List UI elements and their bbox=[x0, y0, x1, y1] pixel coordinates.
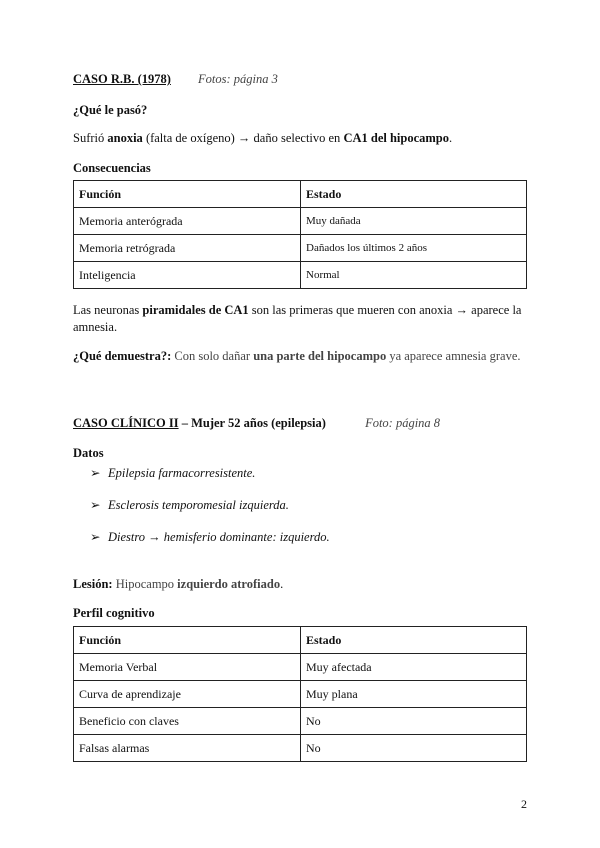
cell: Falsas alarmas bbox=[74, 735, 301, 762]
cell: Memoria anterógrada bbox=[74, 208, 301, 235]
consequences-label: Consecuencias bbox=[73, 161, 151, 175]
atrofiado-term: izquierdo atrofiado bbox=[177, 577, 281, 591]
header-estado: Estado bbox=[301, 181, 527, 208]
text: (falta de oxígeno) → daño selectivo en bbox=[142, 131, 344, 145]
cell: Memoria retrógrada bbox=[74, 235, 301, 262]
case2-heading bbox=[73, 416, 440, 431]
list-item bbox=[90, 465, 330, 497]
profile-label: Perfil cognitivo bbox=[73, 606, 155, 620]
cell: Curva de aprendizaje bbox=[74, 681, 301, 708]
bullet-text: Diestro → hemisferio dominante: izquierdo. bbox=[108, 530, 330, 544]
cell: Inteligencia bbox=[74, 262, 301, 289]
neurons-paragraph bbox=[73, 302, 527, 336]
text: . bbox=[280, 577, 284, 591]
text: amnesia. bbox=[73, 320, 118, 334]
table-row bbox=[74, 681, 527, 708]
ca1-term: CA1 del hipocampo bbox=[343, 131, 450, 145]
case2-title: CASO CLÍNICO II bbox=[73, 416, 179, 430]
shows-label: ¿Qué demuestra?: bbox=[73, 349, 172, 363]
header-funcion: Función bbox=[74, 627, 301, 654]
arrow-bullet-icon: ➢ bbox=[90, 530, 101, 544]
list-item bbox=[90, 529, 330, 561]
bullet-text: Esclerosis temporomesial izquierda. bbox=[108, 498, 289, 512]
text: Hipocampo bbox=[112, 577, 178, 591]
cell: No bbox=[301, 735, 527, 762]
lesion-line bbox=[73, 577, 283, 592]
text: ya aparece amnesia grave. bbox=[386, 349, 521, 363]
case1-question: ¿Qué le pasó? bbox=[73, 103, 148, 117]
header-estado: Estado bbox=[301, 627, 527, 654]
arrow-bullet-icon: ➢ bbox=[90, 466, 101, 480]
case1-heading bbox=[73, 72, 278, 87]
text: Las neuronas bbox=[73, 303, 143, 317]
profile-table bbox=[73, 626, 527, 762]
data-list bbox=[90, 465, 330, 561]
data-label: Datos bbox=[73, 446, 104, 460]
text: Sufrió bbox=[73, 131, 108, 145]
piramidales-term: piramidales de CA1 bbox=[142, 303, 249, 317]
arrow-bullet-icon: ➢ bbox=[90, 498, 101, 512]
text: . bbox=[449, 131, 453, 145]
table-row bbox=[74, 654, 527, 681]
cell: Muy dañada bbox=[301, 208, 527, 235]
header-funcion: Función bbox=[74, 181, 301, 208]
cell: Beneficio con claves bbox=[74, 708, 301, 735]
cell: Muy plana bbox=[301, 681, 527, 708]
cell: Memoria Verbal bbox=[74, 654, 301, 681]
page-number: 2 bbox=[521, 797, 527, 811]
text: son las primeras que mueren con anoxia → aparece la bbox=[248, 303, 522, 317]
bullet-text: Epilepsia farmacorresistente. bbox=[108, 466, 256, 480]
cell: Muy afectada bbox=[301, 654, 527, 681]
text: Con solo dañar bbox=[171, 349, 254, 363]
case2-subtitle: – Mujer 52 años (epilepsia) bbox=[178, 416, 326, 430]
cell: Dañados los últimos 2 años bbox=[301, 235, 527, 262]
case2-photo: Foto: página 8 bbox=[365, 416, 441, 430]
consequences-table bbox=[73, 180, 527, 289]
case1-photos: Fotos: página 3 bbox=[198, 72, 278, 86]
table-row bbox=[74, 708, 527, 735]
table-row bbox=[74, 262, 527, 289]
cell: Normal bbox=[301, 262, 527, 289]
table-row bbox=[74, 735, 527, 762]
lesion-label: Lesión: bbox=[73, 577, 113, 591]
case1-anoxia-line bbox=[73, 131, 452, 146]
hipocampo-term: una parte del hipocampo bbox=[253, 349, 387, 363]
table-header-row bbox=[74, 181, 527, 208]
anoxia-term: anoxia bbox=[107, 131, 143, 145]
table-row bbox=[74, 208, 527, 235]
list-item bbox=[90, 497, 330, 529]
case1-title: CASO R.B. (1978) bbox=[73, 72, 171, 86]
table-header-row bbox=[74, 627, 527, 654]
cell: No bbox=[301, 708, 527, 735]
shows-line bbox=[73, 349, 521, 364]
table-row bbox=[74, 235, 527, 262]
